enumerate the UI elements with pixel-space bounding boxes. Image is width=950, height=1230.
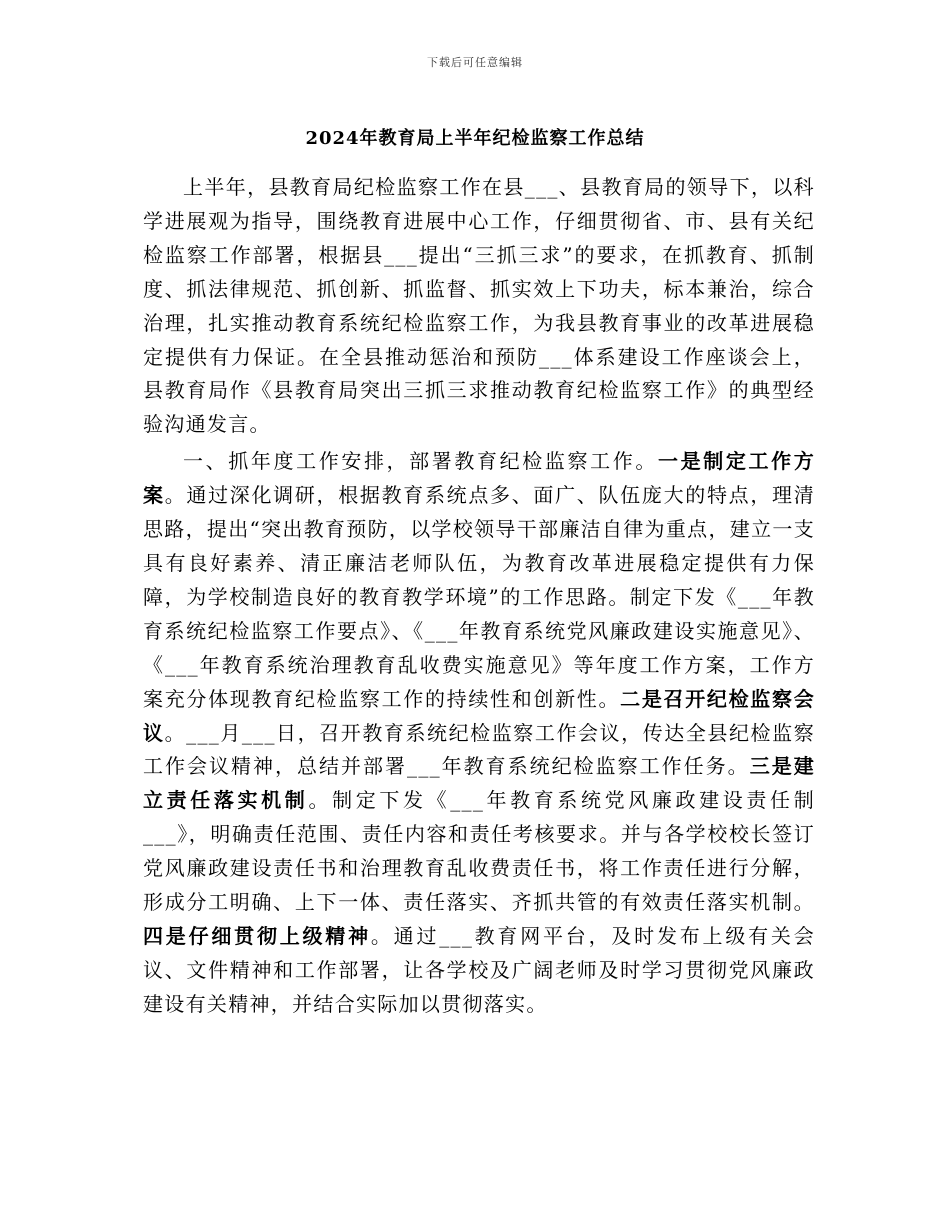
section-heading-text: 一、抓年度工作安排，部署教育纪检监察工作。 (183, 449, 658, 474)
header-note: 下载后可任意编辑 (427, 56, 523, 69)
point-4-text: 。通过___教育网平台，及时发布上级有关会议、文件精神和工作部署，让各学校及广阔老师及时学习贯彻党风廉政建设有关精神，并结合实际加以贯彻落实。 (143, 923, 815, 1016)
point-2-text: 。___月___日，召开教育系统纪检监察工作会议，传达全县纪检监察工作会议精神，总结并部署___年教育系统纪检监察工作任务。 (143, 720, 815, 779)
document-title: 2024年教育局上半年纪检监察工作总结 (305, 128, 645, 149)
point-3-text: 。制定下发《___年教育系统党风廉政建设责任制___》，明确责任范围、责任内容和责任考核要求。并与各学校校长签订党风廉政建设责任书和治理教育乱收费责任书，将工作责任进行分解，形成分工明确、上下一体、责任落实、齐抓共管的有效责任落实机制。 (143, 788, 815, 915)
bold-point-3: 三是建立责任落实机制 (143, 754, 815, 813)
paragraph-section-one (143, 445, 815, 1021)
bold-point-4: 四是仔细贯彻上级精神 (143, 923, 371, 948)
bold-point-1: 一是制定工作方案 (143, 449, 815, 508)
document-body (143, 171, 815, 1025)
bold-point-2: 二是召开纪检监察会议 (143, 686, 815, 745)
point-1-text: 。通过深化调研，根据教育系统点多、面广、队伍庞大的特点，理清思路，提出“突出教育预防，以学校领导干部廉洁自律为重点，建立一支具有良好素养、清正廉洁老师队伍，为教育改革进展稳定提供有力保障，为学校制造良好的教育教学环境”的工作思路。制定下发《___年教育系统纪检监察工作要点》、《___年教育系统党风廉政建设实施意见》、《___年教育系统治理教育乱收费实施意见》等年度工作方案，工作方案充分体现教育纪检监察工作的持续性和创新性。 (143, 483, 816, 711)
paragraph-intro: 上半年，县教育局纪检监察工作在县___、县教育局的领导下，以科学进展观为指导，围绕教育进展中心工作，仔细贯彻省、市、县有关纪检监察工作部署，根据县___提出“三抓三求”的要求，在抓教育、抓制度、抓法律规范、抓创新、抓监督、抓实效上下功夫，标本兼治，综合治理，扎实推动教育系统纪检监察工作，为我县教育事业的改革进展稳定提供有力保证。在全县推动惩治和预防___体系建设工作座谈会上，县教育局作《县教育局突出三抓三求推动教育纪检监察工作》的典型经验沟通发言。 (143, 175, 815, 437)
